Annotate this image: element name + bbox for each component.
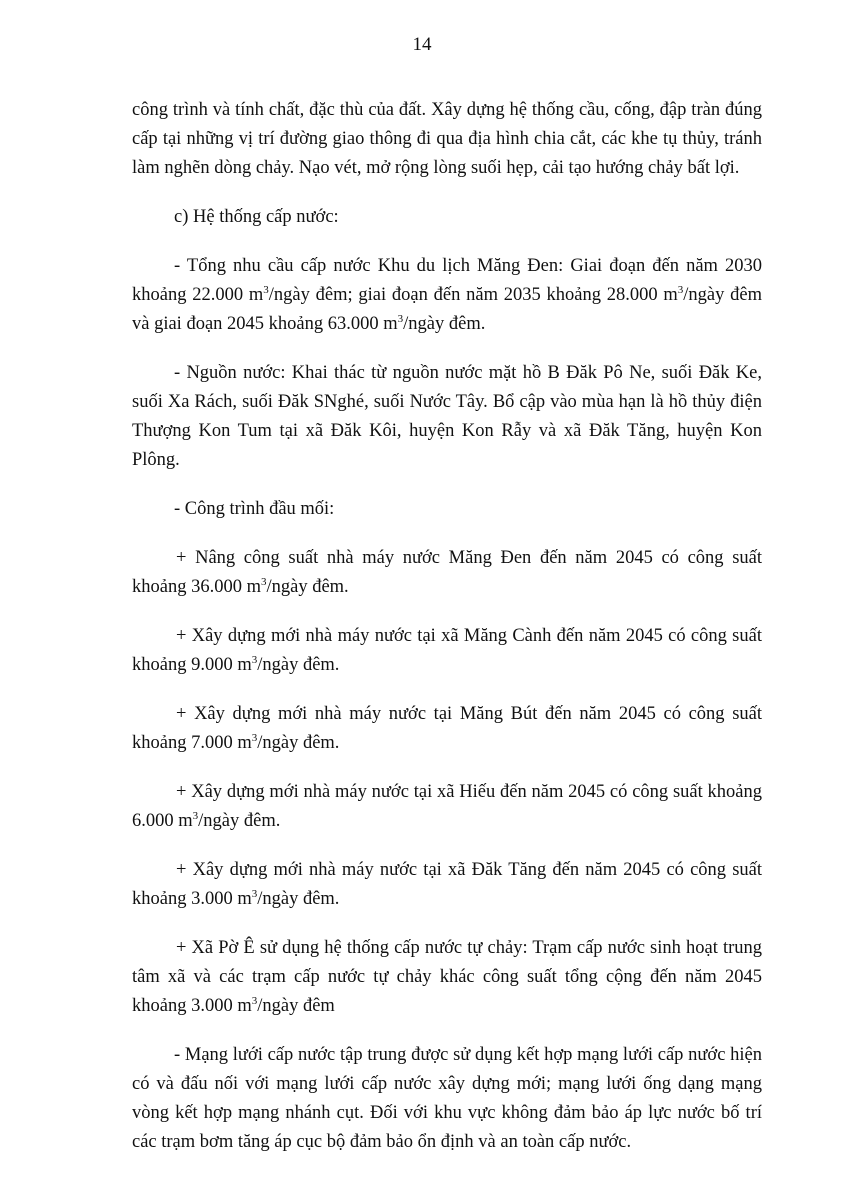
text-segment: /ngày đêm. [257,655,340,675]
text-segment: /ngày đêm. [257,889,340,909]
list-item-hieu-plant [132,778,762,836]
text-segment: /ngày đêm. [403,314,486,334]
superscript: 3 [251,994,258,1007]
text-segment: + Xã Pờ Ê sử dụng hệ thống cấp nước tự chảy: Trạm cấp nước sinh hoạt trung tâm xã và các trạm cấp nước tự chảy khác công suất tổng cộng đến năm 2045 khoảng 3.000 m [132,938,762,1016]
text-segment: /ngày đêm. [266,577,349,597]
paragraph-headworks: - Công trình đầu mối: [174,499,335,519]
section-heading-water-supply: c) Hệ thống cấp nước: [174,207,339,227]
text-segment: + Xây dựng mới nhà máy nước tại xã Măng Cành đến năm 2045 có công suất khoảng 9.000 m [132,626,762,675]
text-segment: + Nâng công suất nhà máy nước Măng Đen đến năm 2045 có công suất khoảng 36.000 m [132,548,762,597]
page-number: 14 [412,34,432,55]
superscript: 3 [677,283,684,296]
paragraph-water-source: - Nguồn nước: Khai thác từ nguồn nước mặt hồ B Đăk Pô Ne, suối Đăk Ke, suối Xa Rách, suối Đăk SNghé, suối Nước Tây. Bổ cập vào mùa hạn là hồ thủy điện Thượng Kon Tum tại xã Đăk Kôi, huyện Kon Rẫy và xã Đăk Tăng, huyện Kon Plông. [132,363,762,470]
paragraph-drainage-continued: công trình và tính chất, đặc thù của đất. Xây dựng hệ thống cầu, cống, đập tràn đúng cấp tại những vị trí đường giao thông đi qua địa hình chia cắt, các khe tụ thủy, tránh làm nghẽn dòng chảy. Nạo vét, mở rộng lòng suối hẹp, cải tạo hướng chảy bất lợi. [132,100,762,178]
text-segment: + Xây dựng mới nhà máy nước tại xã Đăk Tăng đến năm 2045 có công suất khoảng 3.000 m [132,860,762,909]
superscript: 3 [192,809,199,822]
document-body [132,96,762,1177]
list-item-mang-den-plant [132,544,762,602]
paragraph-total-demand [132,252,762,339]
paragraph-distribution-network: - Mạng lưới cấp nước tập trung được sử dụng kết hợp mạng lưới cấp nước hiện có và đấu nối với mạng lưới cấp nước xây dựng mới; mạng lưới ống dạng mạng vòng kết hợp mạng nhánh cụt. Đối với khu vực không đảm bảo áp lực nước bố trí các trạm bơm tăng áp cục bộ đảm bảo ổn định và an toàn cấp nước. [132,1045,762,1152]
text-segment: /ngày đêm và giai đoạn 2045 khoảng 63.000 m [132,285,762,334]
text-segment: /ngày đêm. [198,811,281,831]
text-segment: /ngày đêm; giai đoạn đến năm 2035 khoảng 28.000 m [268,285,678,305]
superscript: 3 [251,731,258,744]
text-segment: /ngày đêm. [257,733,340,753]
list-item-mang-canh-plant [132,622,762,680]
list-item-mang-but-plant [132,700,762,758]
superscript: 3 [251,887,258,900]
text-segment: - Tổng nhu cầu cấp nước Khu du lịch Măng Đen: Giai đoạn đến năm 2030 khoảng 22.000 m [132,256,762,305]
text-segment: + Xây dựng mới nhà máy nước tại xã Hiếu đến năm 2045 có công suất khoảng 6.000 m [132,782,762,831]
list-item-po-e-system [132,934,762,1021]
superscript: 3 [251,653,258,666]
text-segment: + Xây dựng mới nhà máy nước tại Măng Bút đến năm 2045 có công suất khoảng 7.000 m [132,704,762,753]
list-item-dak-tang-plant [132,856,762,914]
superscript: 3 [397,312,404,325]
superscript: 3 [260,575,267,588]
text-segment: /ngày đêm [257,996,335,1016]
superscript: 3 [263,283,269,296]
